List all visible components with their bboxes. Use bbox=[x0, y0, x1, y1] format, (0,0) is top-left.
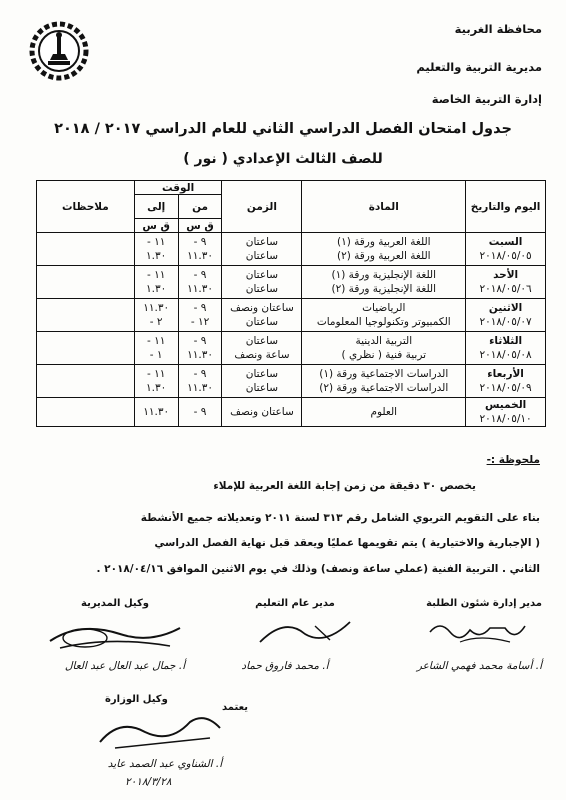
directorate-deputy-name: أ. جمال عبد العال عبد العال bbox=[64, 660, 186, 672]
note-line-1: يخصص ٣٠ دقيقة من زمن إجابة اللغة العربية للإملاء bbox=[213, 480, 476, 492]
subject-cell bbox=[302, 365, 466, 398]
duration-value: ساعتان bbox=[245, 236, 279, 248]
time-from: ١١.٣٠ bbox=[187, 283, 213, 295]
students-affairs-title: مدير إدارة شئون الطلبة bbox=[426, 598, 542, 609]
time-from-cell bbox=[178, 332, 222, 365]
time-from: ١١.٣٠ bbox=[187, 382, 213, 394]
duration-cell bbox=[222, 299, 302, 332]
notes-cell bbox=[37, 398, 135, 427]
header-time: الوقت bbox=[134, 181, 222, 195]
directorate-deputy-title: وكيل المديرية bbox=[81, 598, 149, 609]
exam-date: ٢٠١٨/٠٥/٠٧ bbox=[479, 316, 532, 328]
notes-label: ملحوظة :- bbox=[486, 454, 540, 466]
duration-value: ساعتان bbox=[245, 382, 279, 394]
subject-name: العلوم bbox=[370, 406, 398, 418]
time-from: ٩ - bbox=[193, 302, 207, 314]
time-to: ١.٣٠ bbox=[146, 283, 167, 295]
general-manager-title: مدير عام التعليم bbox=[255, 598, 335, 609]
header-notes: ملاحظات bbox=[37, 181, 135, 233]
directorate: مديرية التربية والتعليم bbox=[416, 60, 542, 74]
table-row bbox=[37, 398, 546, 427]
time-from-cell bbox=[178, 398, 222, 427]
duration-value: ساعتان ونصف bbox=[230, 302, 294, 314]
page-title: جدول امتحان الفصل الدراسي الثاني للعام الدراسي ٢٠١٧ / ٢٠١٨ bbox=[54, 121, 512, 137]
subject-name: اللغة الإنجليزية ورقة (١) bbox=[331, 269, 437, 281]
note-line-2: بناء على التقويم التربوي الشامل رقم ٣١٣ لسنة ٢٠١١ وتعديلاته جميع الأنشطة bbox=[140, 512, 540, 524]
header-to: إلى bbox=[134, 195, 178, 219]
subject-cell bbox=[302, 266, 466, 299]
signature-general-manager bbox=[255, 612, 355, 652]
time-from: ٩ - bbox=[193, 335, 207, 347]
notes-cell bbox=[37, 299, 135, 332]
subject-cell bbox=[302, 332, 466, 365]
time-to: ١١.٣٠ bbox=[143, 302, 170, 314]
day-name: الاثنين bbox=[488, 302, 523, 314]
header-from: من bbox=[178, 195, 222, 219]
notes-cell bbox=[37, 266, 135, 299]
time-from: ١١.٣٠ bbox=[187, 250, 213, 262]
signature-directorate-deputy bbox=[40, 616, 190, 656]
exam-date: ٢٠١٨/٠٥/٠٨ bbox=[479, 349, 532, 361]
day-date-cell bbox=[466, 365, 546, 398]
time-to: ١١ - bbox=[146, 335, 166, 347]
time-from: ٩ - bbox=[193, 406, 207, 418]
time-from-cell bbox=[178, 365, 222, 398]
governorate: محافظة الغربية bbox=[454, 22, 542, 36]
exam-schedule-table bbox=[36, 180, 546, 427]
time-to-cell bbox=[134, 332, 178, 365]
time-to: ٢ - bbox=[149, 316, 163, 328]
time-to-cell bbox=[134, 233, 178, 266]
day-name: الأحد bbox=[493, 269, 519, 281]
notes-cell bbox=[37, 233, 135, 266]
subject-name: الرياضيات bbox=[362, 302, 406, 314]
subject-cell bbox=[302, 233, 466, 266]
note-line-3: ( الإجبارية والاختيارية ) يتم تقويمها عمليًا ويعقد قبل نهاية الفصل الدراسي bbox=[154, 537, 540, 549]
exam-date: ٢٠١٨/٠٥/٠٥ bbox=[479, 250, 532, 262]
header-subject: المادة bbox=[302, 181, 466, 233]
time-from: ٩ - bbox=[193, 236, 207, 248]
header-day-date: اليوم والتاريخ bbox=[466, 181, 546, 233]
header-from-unit: ق س bbox=[178, 219, 222, 233]
duration-cell bbox=[222, 398, 302, 427]
day-date-cell bbox=[466, 233, 546, 266]
notes-cell bbox=[37, 365, 135, 398]
students-affairs-name: أ. أسامة محمد فهمي الشاعر bbox=[416, 660, 542, 672]
duration-value: ساعتان bbox=[245, 316, 279, 328]
subject-name: الدراسات الاجتماعية ورقة (٢) bbox=[319, 382, 449, 394]
subject-name: تربية فنية ( نظري ) bbox=[341, 349, 427, 361]
day-name: الثلاثاء bbox=[489, 335, 523, 347]
time-from-cell bbox=[178, 233, 222, 266]
notes-cell bbox=[37, 332, 135, 365]
duration-value: ساعتان bbox=[245, 368, 279, 380]
day-date-cell bbox=[466, 299, 546, 332]
duration-cell bbox=[222, 233, 302, 266]
time-from: ٩ - bbox=[193, 269, 207, 281]
duration-value: ساعتان bbox=[245, 283, 279, 295]
subject-name: الدراسات الاجتماعية ورقة (١) bbox=[319, 368, 449, 380]
signature-students-affairs bbox=[420, 612, 540, 652]
subject-name: اللغة العربية ورقة (٢) bbox=[336, 250, 431, 262]
ministry-deputy-title: وكيل الوزارة bbox=[105, 694, 168, 705]
exam-date: ٢٠١٨/٠٥/١٠ bbox=[479, 413, 532, 425]
duration-cell bbox=[222, 332, 302, 365]
time-to: ١١ - bbox=[146, 269, 166, 281]
time-to: ١.٣٠ bbox=[146, 250, 167, 262]
day-name: السبت bbox=[488, 236, 523, 248]
duration-value: ساعتان bbox=[245, 250, 279, 262]
ministry-deputy-name: أ. الشناوي عبد الصمد عايد bbox=[107, 758, 223, 770]
page-subtitle: للصف الثالث الإعدادي ( نور ) bbox=[183, 151, 383, 167]
duration-value: ساعة ونصف bbox=[234, 349, 290, 361]
exam-date: ٢٠١٨/٠٥/٠٦ bbox=[479, 283, 532, 295]
time-to-cell bbox=[134, 398, 178, 427]
signature-ministry-deputy bbox=[90, 708, 230, 752]
time-to: ١.٣٠ bbox=[146, 382, 167, 394]
day-date-cell bbox=[466, 332, 546, 365]
time-from-cell bbox=[178, 299, 222, 332]
exam-date: ٢٠١٨/٠٥/٠٩ bbox=[479, 382, 532, 394]
subject-name: اللغة العربية ورقة (١) bbox=[336, 236, 431, 248]
day-name: الخميس bbox=[484, 399, 527, 411]
time-to-cell bbox=[134, 365, 178, 398]
time-from: ١١.٣٠ bbox=[187, 349, 213, 361]
day-name: الأربعاء bbox=[487, 368, 524, 380]
administration: إدارة التربية الخاصة bbox=[431, 92, 542, 106]
header-duration: الزمن bbox=[222, 181, 302, 233]
duration-cell bbox=[222, 365, 302, 398]
time-from-cell bbox=[178, 266, 222, 299]
time-to-cell bbox=[134, 266, 178, 299]
day-date-cell bbox=[466, 398, 546, 427]
time-to: ١ - bbox=[149, 349, 163, 361]
header-to-unit: ق س bbox=[134, 219, 178, 233]
duration-value: ساعتان bbox=[245, 269, 279, 281]
time-to-cell bbox=[134, 299, 178, 332]
time-from: ١٢ - bbox=[190, 316, 210, 328]
approval-date: ٢٠١٨/٣/٢٨ bbox=[125, 776, 172, 788]
time-to: ١١ - bbox=[146, 236, 166, 248]
general-manager-name: أ. محمد فاروق حماد bbox=[241, 660, 329, 672]
duration-value: ساعتان ونصف bbox=[230, 406, 294, 418]
table-row bbox=[37, 365, 546, 398]
directorate-logo bbox=[28, 20, 90, 82]
table-row bbox=[37, 233, 546, 266]
time-to: ١١ - bbox=[146, 368, 166, 380]
subject-name: اللغة الإنجليزية ورقة (٢) bbox=[331, 283, 437, 295]
day-date-cell bbox=[466, 266, 546, 299]
duration-cell bbox=[222, 266, 302, 299]
time-to: ١١.٣٠ bbox=[143, 406, 170, 418]
table-row bbox=[37, 332, 546, 365]
table-row bbox=[37, 299, 546, 332]
subject-name: الكمبيوتر وتكنولوجيا المعلومات bbox=[316, 316, 451, 328]
subject-cell bbox=[302, 299, 466, 332]
subject-name: التربية الدينية bbox=[355, 335, 413, 347]
approved-label: يعتمد bbox=[222, 702, 248, 713]
note-line-4: الثاني . التربية الفنية (عملي ساعة ونصف) وذلك في يوم الاثنين الموافق ٢٠١٨/٠٤/١٦ . bbox=[96, 563, 540, 575]
table-row bbox=[37, 266, 546, 299]
duration-value: ساعتان bbox=[245, 335, 279, 347]
time-from: ٩ - bbox=[193, 368, 207, 380]
subject-cell bbox=[302, 398, 466, 427]
